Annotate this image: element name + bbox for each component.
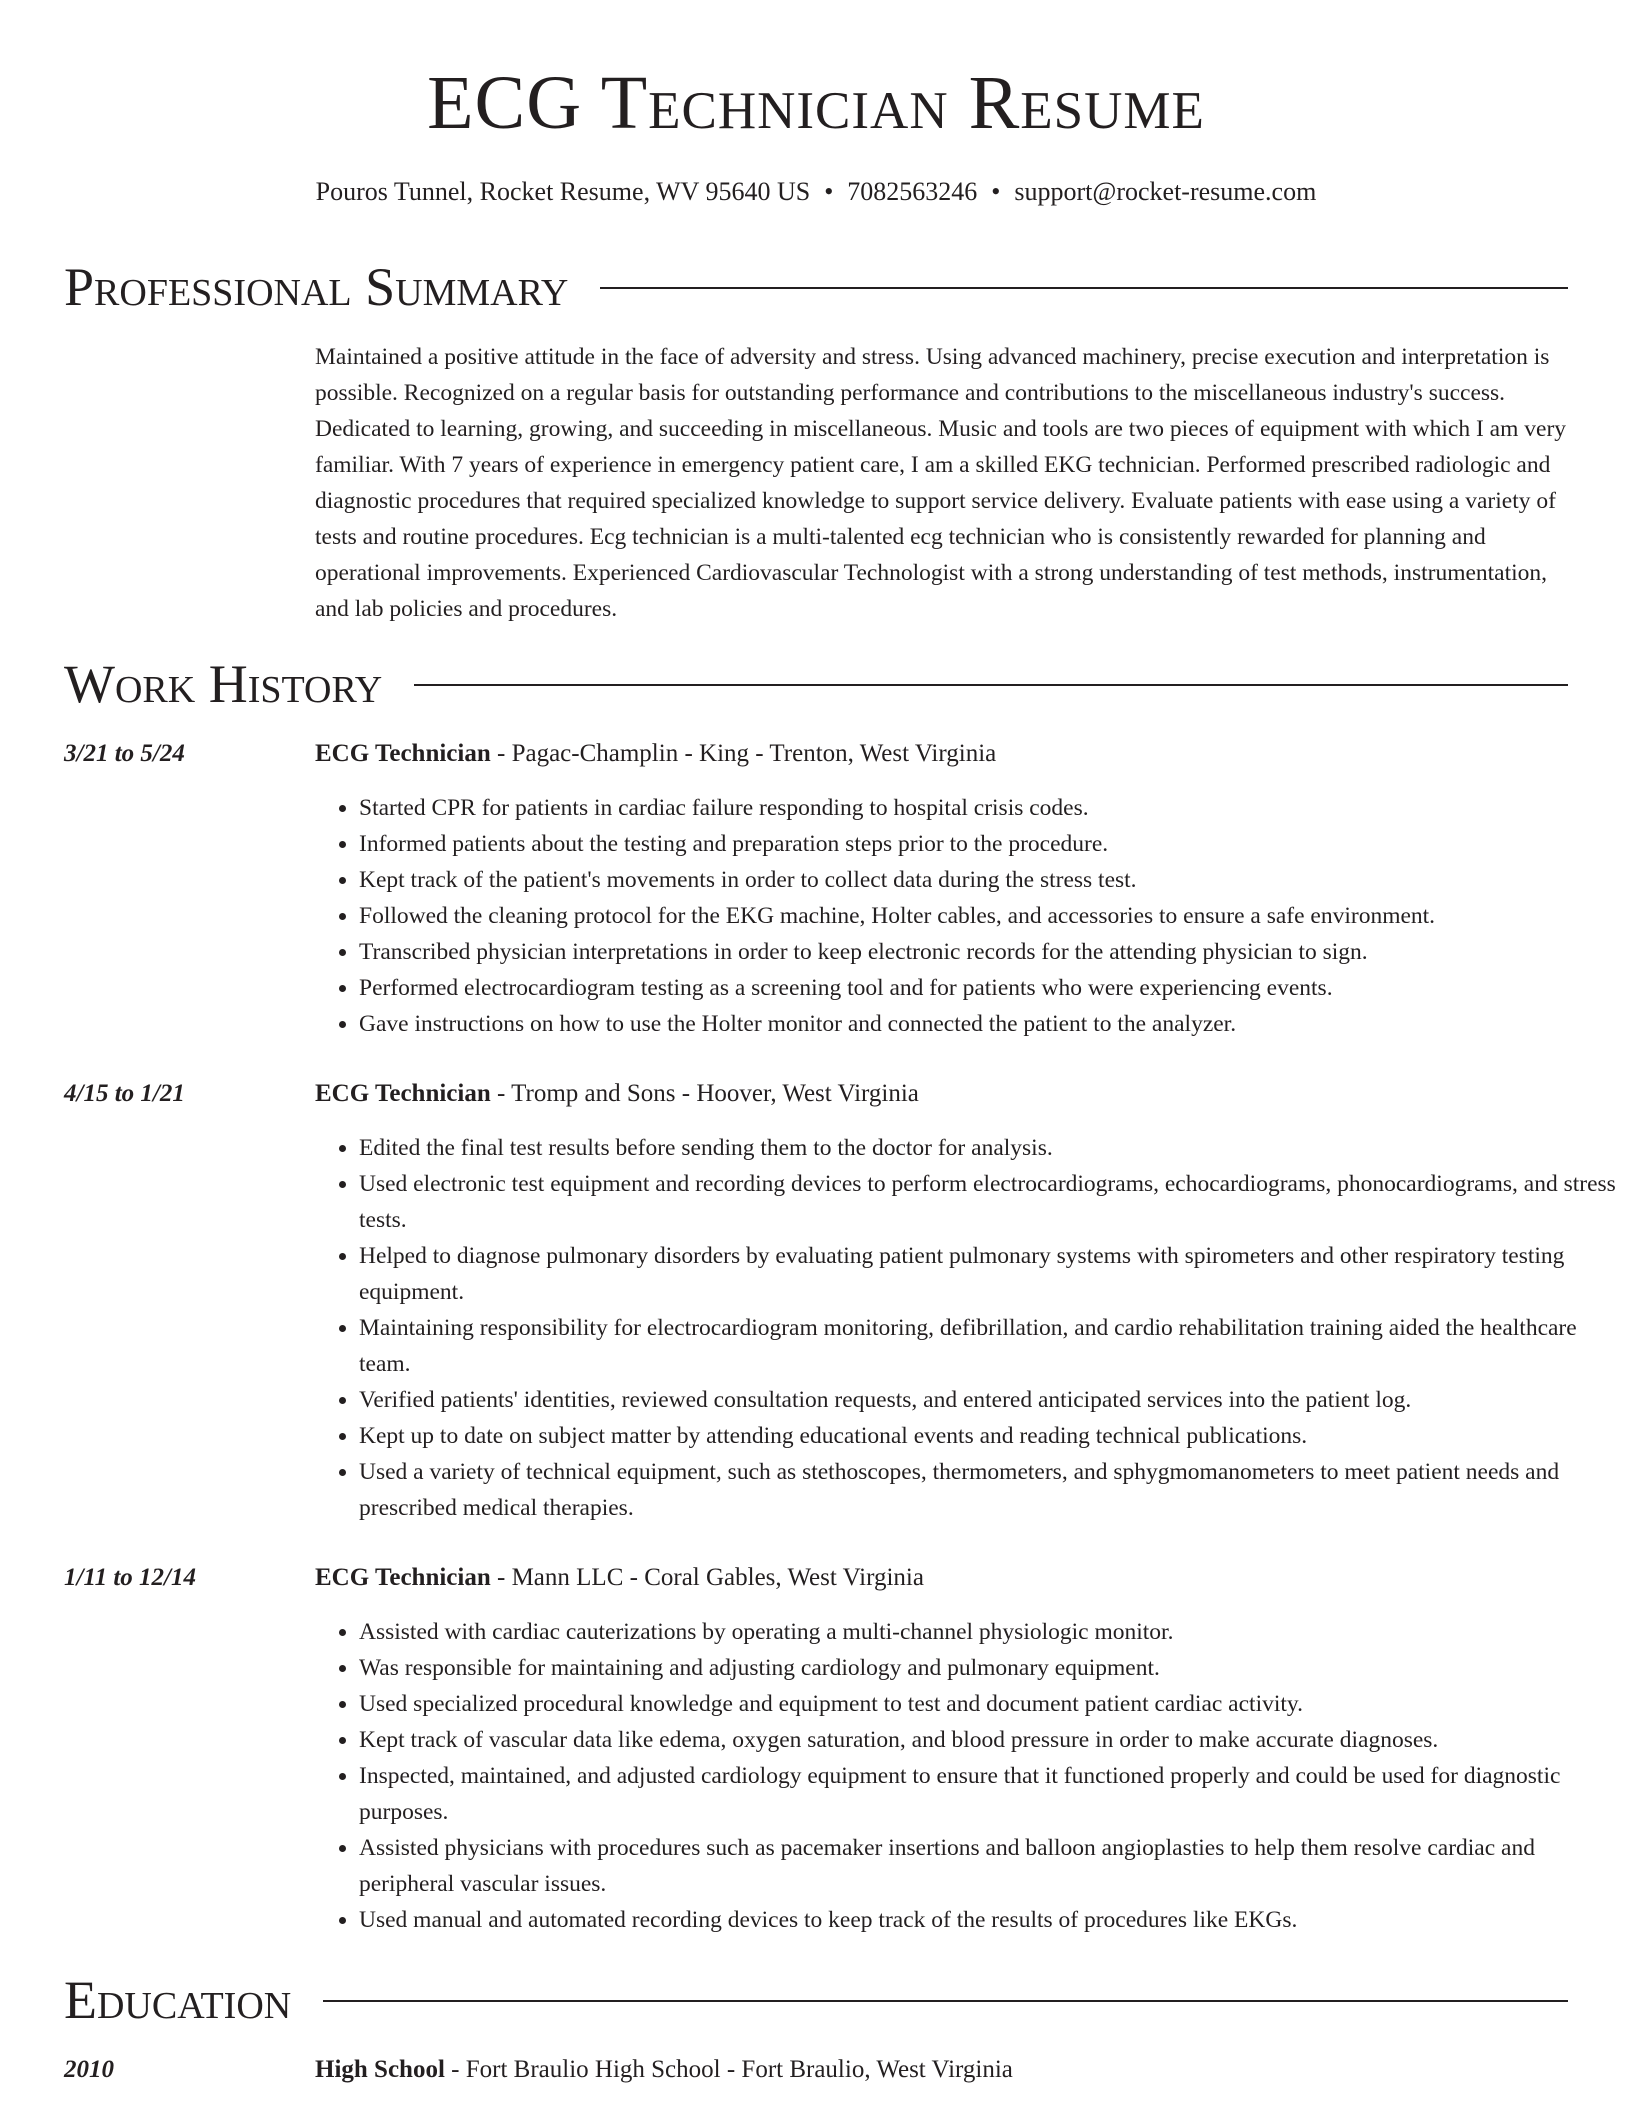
list-item: • Was responsible for maintaining and adjusting cardiology and pulmonary equipment.	[359, 1650, 1629, 1686]
list-item: • Gave instructions on how to use the Holter monitor and connected the patient to the analyzer.	[359, 1006, 1629, 1042]
list-item: • Followed the cleaning protocol for the EKG machine, Holter cables, and accessories to ensure a safe environment.	[359, 898, 1629, 934]
summary-section-header	[64, 255, 1568, 319]
section-heading: Work History	[64, 652, 414, 716]
separator-dot: •	[991, 177, 1001, 206]
section-heading: Professional Summary	[64, 255, 600, 319]
job-bullets	[315, 1614, 1629, 1938]
phone: 7082563246	[847, 177, 978, 206]
education-section-header	[64, 1968, 1568, 2032]
job-heading	[315, 1560, 924, 1596]
list-item: • Assisted with cardiac cauterizations by operating a multi-channel physiologic monitor.	[359, 1614, 1629, 1650]
job-dates: 3/21 to 5/24	[64, 740, 185, 767]
resume-title: ECG Technician Resume	[427, 61, 1205, 145]
school-detail: - Fort Braulio High School - Fort Braulio, West Virginia	[444, 2056, 1013, 2083]
list-item: • Kept track of the patient's movements in order to collect data during the stress test.	[359, 862, 1629, 898]
separator-dot: •	[824, 177, 834, 206]
job-heading	[315, 1076, 919, 1112]
degree: High School	[315, 2056, 445, 2083]
list-item: • Inspected, maintained, and adjusted cardiology equipment to ensure that it functioned properly and could be used for diagnostic purposes.	[359, 1758, 1629, 1830]
section-heading: Education	[64, 1968, 323, 2032]
list-item: • Edited the final test results before sending them to the doctor for analysis.	[359, 1130, 1629, 1166]
job-title: ECG Technician	[315, 1564, 491, 1591]
job-heading	[315, 736, 996, 772]
list-item: • Used electronic test equipment and recording devices to perform electrocardiograms, echocardiograms, phonocardiograms, and stress tests.	[359, 1166, 1629, 1238]
list-item: • Helped to diagnose pulmonary disorders by evaluating patient pulmonary systems with spirometers and other respiratory testing equipment.	[359, 1238, 1629, 1310]
list-item: • Used specialized procedural knowledge and equipment to test and document patient cardiac activity.	[359, 1686, 1629, 1722]
job-bullets	[315, 1130, 1629, 1526]
list-item: • Performed electrocardiogram testing as a screening tool and for patients who were experiencing events.	[359, 970, 1629, 1006]
list-item: • Used a variety of technical equipment, such as stethoscopes, thermometers, and sphygmomanometers to meet patient needs and prescribed medical therapies.	[359, 1454, 1629, 1526]
job-employer: - Tromp and Sons - Hoover, West Virginia	[490, 1080, 919, 1107]
list-item: • Started CPR for patients in cardiac failure responding to hospital crisis codes.	[359, 790, 1629, 826]
work-section-header	[64, 652, 1568, 716]
summary-text: Maintained a positive attitude in the face of adversity and stress. Using advanced machinery, precise execution and interpretation is possible. Recognized on a regular basis for outstanding performance and contributions to the miscellaneous industry's success. Dedicated to learning, growing, and succeeding in miscellaneous. Music and tools are two pieces of equipment with which I am very familiar. With 7 years of experience in emergency patient care, I am a skilled EKG technician. Performed prescribed radiologic and diagnostic procedures that required specialized knowledge to support service delivery. Evaluate patients with ease using a variety of tests and routine procedures. Ecg technician is a multi-talented ecg technician who is consistently rewarded for planning and operational improvements. Experienced Cardiovascular Technologist with a strong understanding of test methods, instrumentation, and lab policies and procedures.	[315, 344, 1567, 622]
list-item: • Kept up to date on subject matter by attending educational events and reading technical publications.	[359, 1418, 1629, 1454]
job-employer: - Pagac-Champlin - King - Trenton, West Virginia	[490, 740, 997, 767]
list-item: • Maintaining responsibility for electrocardiogram monitoring, defibrillation, and cardio rehabilitation training aided the healthcare team.	[359, 1310, 1629, 1382]
job-employer: - Mann LLC - Coral Gables, West Virginia	[490, 1564, 924, 1591]
contact-line	[0, 176, 1632, 208]
list-item: • Assisted physicians with procedures such as pacemaker insertions and balloon angioplasties to help them resolve cardiac and peripheral vascular issues.	[359, 1830, 1629, 1902]
list-item: • Transcribed physician interpretations in order to keep electronic records for the attending physician to sign.	[359, 934, 1629, 970]
education-date: 2010	[64, 2056, 114, 2083]
job-dates: 1/11 to 12/14	[64, 1564, 196, 1591]
email-link[interactable]: support@rocket-resume.com	[1014, 177, 1317, 206]
job-title: ECG Technician	[315, 1080, 491, 1107]
list-item: • Informed patients about the testing and preparation steps prior to the procedure.	[359, 826, 1629, 862]
job-dates: 4/15 to 1/21	[64, 1080, 185, 1107]
list-item: • Used manual and automated recording devices to keep track of the results of procedures like EKGs.	[359, 1902, 1629, 1938]
list-item: • Kept track of vascular data like edema, oxygen saturation, and blood pressure in order to make accurate diagnoses.	[359, 1722, 1629, 1758]
job-title: ECG Technician	[315, 740, 491, 767]
address: Pouros Tunnel, Rocket Resume, WV 95640 US	[315, 177, 811, 206]
education-heading	[315, 2052, 1013, 2088]
job-bullets	[315, 790, 1629, 1042]
list-item: • Verified patients' identities, reviewed consultation requests, and entered anticipated services into the patient log.	[359, 1382, 1629, 1418]
